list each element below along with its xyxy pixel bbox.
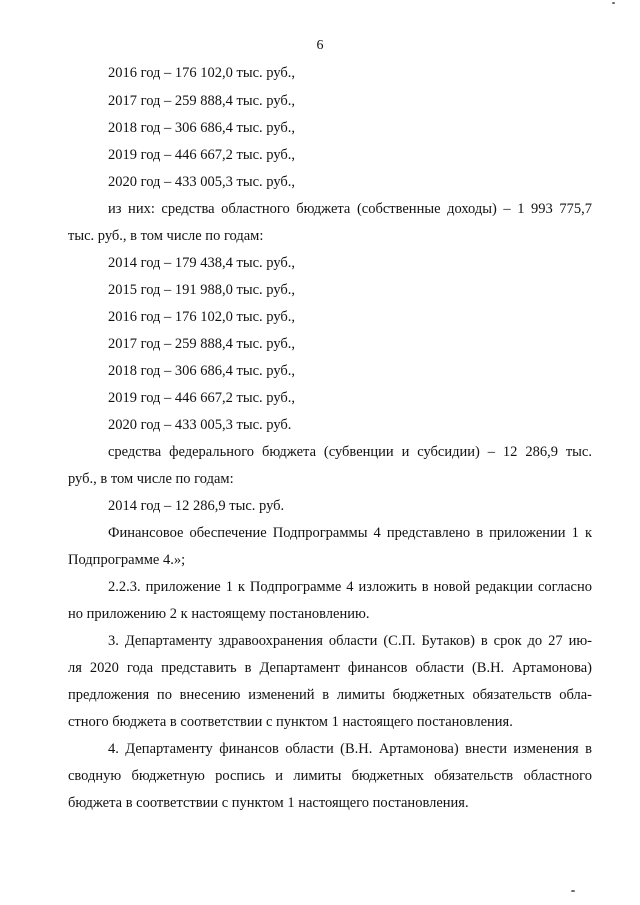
text-line: предложения по внесению изменений в лимиты бюджетных обязательств обла- — [68, 687, 592, 703]
text-line: тыс. руб., в том числе по годам: — [68, 228, 264, 244]
scan-speck — [612, 2, 615, 4]
text-line: но приложению 2 к настоящему постановлению. — [68, 606, 370, 622]
text-line: 2019 год – 446 667,2 тыс. руб., — [108, 390, 296, 406]
text-line: руб., в том числе по годам: — [68, 471, 234, 487]
text-line: 2020 год – 433 005,3 тыс. руб. — [108, 417, 292, 433]
text-line: Финансовое обеспечение Подпрограммы 4 представлено в приложении 1 к — [108, 525, 592, 541]
text-line: 2018 год – 306 686,4 тыс. руб., — [108, 363, 296, 379]
text-line: 2016 год – 176 102,0 тыс. руб., — [108, 65, 296, 81]
text-line: 2016 год – 176 102,0 тыс. руб., — [108, 309, 296, 325]
text-line: 2017 год – 259 888,4 тыс. руб., — [108, 93, 296, 109]
text-line: из них: средства областного бюджета (собственные доходы) – 1 993 775,7 — [108, 201, 592, 217]
text-line: 2019 год – 446 667,2 тыс. руб., — [108, 147, 296, 163]
text-line: 2.2.3. приложение 1 к Подпрограмме 4 изложить в новой редакции согласно — [108, 579, 592, 595]
text-line: 3. Департаменту здравоохранения области (С.П. Бутаков) в срок до 27 ию- — [108, 633, 592, 649]
text-line: ля 2020 года представить в Департамент финансов области (В.Н. Артамонова) — [68, 660, 592, 676]
text-line: 2015 год – 191 988,0 тыс. руб., — [108, 282, 296, 298]
text-line: 2020 год – 433 005,3 тыс. руб., — [108, 174, 296, 190]
text-line: 2017 год – 259 888,4 тыс. руб., — [108, 336, 296, 352]
text-line: 2014 год – 12 286,9 тыс. руб. — [108, 498, 285, 514]
text-line: стного бюджета в соответствии с пунктом 1 настоящего постановления. — [68, 714, 513, 730]
page-number: 6 — [316, 38, 324, 53]
text-line: 4. Департаменту финансов области (В.Н. Артамонова) внести изменения в — [108, 741, 592, 757]
text-line: средства федерального бюджета (субвенции и субсидии) – 12 286,9 тыс. — [108, 444, 592, 460]
scan-speck — [571, 890, 575, 892]
text-line: Подпрограмме 4.»; — [68, 552, 186, 568]
text-line: бюджета в соответствии с пунктом 1 настоящего постановления. — [68, 795, 469, 811]
text-line: сводную бюджетную роспись и лимиты бюджетных обязательств областного — [68, 768, 592, 784]
text-line: 2018 год – 306 686,4 тыс. руб., — [108, 120, 296, 136]
text-line: 2014 год – 179 438,4 тыс. руб., — [108, 255, 296, 271]
